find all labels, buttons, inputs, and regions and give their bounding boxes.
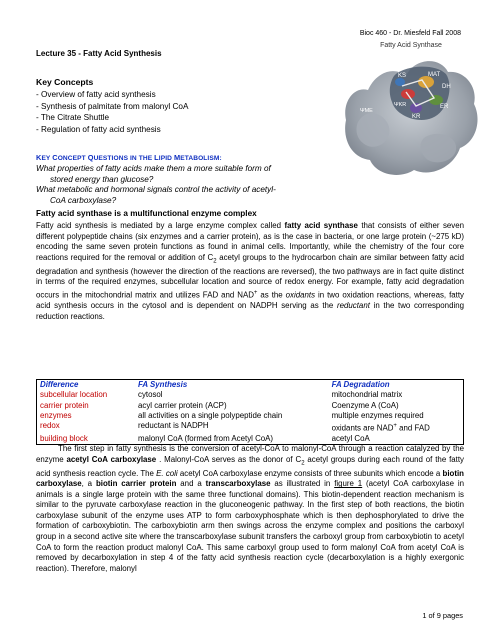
table-cell: carrier protein: [40, 400, 89, 410]
table-cell: Coenzyme A (CoA): [331, 400, 399, 410]
key-concept-item: - The Citrate Shuttle: [36, 113, 110, 123]
paragraph-acetyl-coa-carboxylase: The first step in fatty synthesis is the conversion of acetyl-CoA to malonyl-CoA through a reaction catalyzed by the enzyme acetyl CoA carboxylase . Malonyl-CoA serves as the donor of $C_2$ acetyl groups during each round of the fatty acid synthesis reaction cycle. The E. coli acetyl CoA carboxylase enzyme consists of three subunits which encode a biotin carboxylase, a biotin carrier protein and a transcarboxylase as illustrated in figure 1 (acetyl CoA carboxylase in animals is a single large protein with the same three functional domains). This biotin-dependent reaction mechanism is similar to the pyruvate carboxylase reaction in the gluconeogenic pathway. In the first step of both reactions, the biotin carboxylase subunit of the enzyme uses ATP to form carboxyphosphate which is then dephosphorylated to drive the formation of carboxybiotin. The carboxybiotin arm then swings across the enzyme complex and positions the carboxyl group in a second active site where the transcarboxylase subunit transfers the carboxyl group from carboxybiotin to acetyl CoA to form the reaction product malonyl CoA. This same carboxyl group used to form malonyl CoA from acetyl CoA is removed by decarboxylation in step 4 of the fatty acid synthesis reaction cycle (decarboxylation is a highly exergonic reaction). Therefore, malonyl: [36, 444, 465, 573]
table-cell: reductant is NADPH: [138, 421, 209, 431]
table-cell: multiple enzymes required: [331, 410, 424, 420]
table-header: FA Synthesis: [138, 380, 188, 389]
table-header: FA Degradation: [331, 380, 390, 389]
svg-text:KR: KR: [412, 114, 421, 120]
table-row: [37, 401, 464, 411]
table-cell: acyl carrier protein (ACP): [138, 400, 227, 410]
svg-text:KS: KS: [398, 73, 407, 79]
svg-text:ΨKR: ΨKR: [394, 102, 407, 108]
table-header-row: [37, 380, 464, 391]
table-cell: cytosol: [138, 390, 163, 400]
table-cell: enzymes: [40, 410, 72, 420]
table-cell: acetyl CoA: [331, 434, 370, 444]
table-cell: redox: [40, 421, 60, 431]
svg-text:MAT: MAT: [428, 72, 441, 78]
course-header: Bioc 460 - Dr. Miesfeld Fall 2008: [359, 30, 461, 37]
svg-text:ΨME: ΨME: [360, 108, 373, 114]
question-1-cont: stored energy than glucose?: [50, 174, 154, 184]
section-heading-synthase: Fatty acid synthase is a multifunctional enzyme complex: [36, 209, 257, 218]
comparison-table: [36, 379, 464, 445]
table-cell: malonyl CoA (formed from Acetyl CoA): [138, 434, 274, 444]
question-2-cont: CoA carboxylase?: [50, 195, 117, 205]
figure-caption: Fatty Acid Synthase: [380, 42, 442, 49]
table-row: [37, 411, 464, 421]
question-2: What metabolic and hormonal signals control the activity of acetyl-: [36, 185, 276, 195]
key-concept-item: - Overview of fatty acid synthesis: [36, 90, 156, 99]
key-concept-item: - Regulation of fatty acid synthesis: [36, 124, 161, 134]
table-row: [37, 390, 464, 400]
svg-text:ER: ER: [440, 104, 449, 110]
protein-structure-image: [336, 42, 486, 182]
paragraph-synthase: Fatty acid synthesis is mediated by a large enzyme complex called fatty acid synthase that consists of either seven different polypeptide chains (six enzymes and a carrier protein), as is the case in bacteria, or one large protein (~275 kD) encoding the same seven protein functions as found in animal cells. Importantly, while the chemistry of the four core reactions required for the removal or addition of $C_2$ acetyl groups to the hydrocarbon chain are similar between fatty acid degradation and synthesis (however the direction of the reactions are reversed), the two pathways are in fact quite distinct in terms of the required enzymes, subcellular location and source of redox energy. For example, fatty acid degradation occurs in the mitochondrial matrix and utilizes FAD and NAD+ as the oxidants in two oxidation reactions, whereas, fatty acid synthesis occurs in the cytosol and is dependent on NADPH serving as the reductant in the two corresponding reduction reactions.: [36, 221, 464, 321]
figure-1-link[interactable]: figure 1: [334, 479, 363, 489]
key-concept-item: - Synthesis of palmitate from malonyl CoA: [36, 101, 189, 111]
key-concepts-heading: Key Concepts: [36, 77, 94, 87]
question-1: What properties of fatty acids make them a more suitable form of: [36, 164, 271, 173]
fatty-acid-synthase-figure: [336, 42, 486, 182]
key-questions-heading: KEY CONCEPT QUESTIONS IN THE LIPID METABOLISM:: [36, 153, 222, 162]
table-cell: subcellular location: [40, 390, 108, 400]
table-cell: mitochondrial matrix: [331, 390, 403, 400]
table-cell: building block: [40, 434, 88, 444]
table-header: Difference: [40, 380, 79, 389]
table-cell: oxidants are NAD+ and FAD: [331, 423, 430, 433]
lecture-title: Lecture 35 - Fatty Acid Synthesis: [36, 49, 162, 58]
table-cell: all activities on a single polypeptide chain: [138, 410, 283, 420]
page-number: 1 of 9 pages: [422, 611, 463, 620]
svg-text:DH: DH: [442, 84, 451, 90]
table-row: [37, 421, 464, 434]
key-concepts-list: [36, 89, 188, 135]
key-questions: [36, 164, 356, 206]
